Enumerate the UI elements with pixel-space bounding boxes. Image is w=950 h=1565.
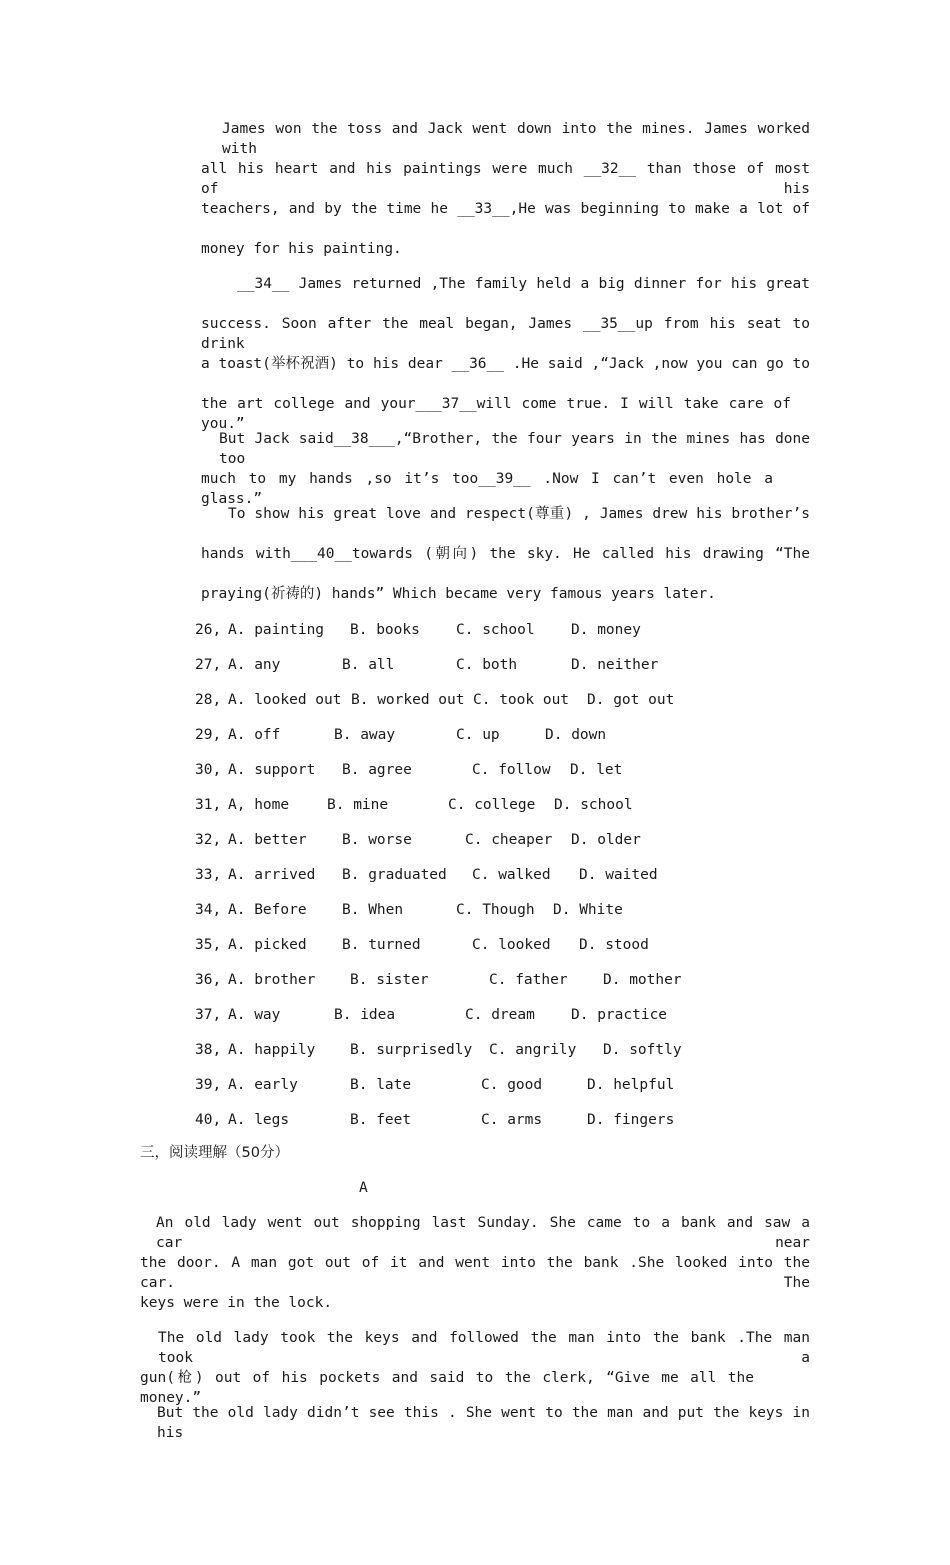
option-d: D. money [571, 622, 641, 638]
option-a: A. support [228, 762, 316, 778]
option-d: D. let [570, 762, 623, 778]
question-number: 28, [195, 692, 222, 708]
option-c: C. angrily [489, 1042, 577, 1058]
option-b: B. all [342, 657, 395, 673]
option-d: D. school [554, 797, 633, 813]
question-number: 31, [195, 797, 222, 813]
option-b: B. books [350, 622, 420, 638]
question-number: 37, [195, 1007, 222, 1023]
passage-line: To show his great love and respect(尊重) , James drew his brother’s [228, 506, 810, 522]
option-d: D. mother [603, 972, 682, 988]
option-c: C. good [481, 1077, 543, 1093]
option-c: C. up [456, 727, 500, 743]
option-a: A. happily [228, 1042, 316, 1058]
option-b: B. When [342, 902, 404, 918]
passage-line: keys were in the lock. [140, 1295, 333, 1311]
option-c: C. cheaper [465, 832, 553, 848]
option-a: A. brother [228, 972, 316, 988]
option-d: D. got out [587, 692, 675, 708]
option-b: B. worked out [351, 692, 465, 708]
option-d: D. helpful [587, 1077, 675, 1093]
passage-line: The old lady took the keys and followed the man into the bank .The man took a [158, 1330, 810, 1366]
option-c: C. college [448, 797, 536, 813]
passage-line: praying(祈祷的) hands” Which became very famous years later. [201, 586, 716, 602]
question-number: 36, [195, 972, 222, 988]
passage-line: __34__ James returned ,The family held a big dinner for his great [237, 276, 810, 292]
option-c: C. both [456, 657, 518, 673]
passage-line: money for his painting. [201, 241, 402, 257]
option-b: B. agree [342, 762, 412, 778]
question-number: 30, [195, 762, 222, 778]
option-d: D. stood [579, 937, 649, 953]
passage-line: teachers, and by the time he __33__,He was beginning to make a lot of [201, 201, 810, 217]
question-number: 38, [195, 1042, 222, 1058]
question-number: 29, [195, 727, 222, 743]
option-b: B. feet [350, 1112, 412, 1128]
option-a: A. off [228, 727, 281, 743]
option-b: B. idea [334, 1007, 396, 1023]
option-a: A, home [228, 797, 290, 813]
passage-line: But Jack said__38___,“Brother, the four years in the mines has done too [219, 431, 810, 467]
option-d: D. White [553, 902, 623, 918]
option-b: B. graduated [342, 867, 447, 883]
option-b: B. surprisedly [350, 1042, 473, 1058]
option-b: B. away [334, 727, 396, 743]
option-d: D. fingers [587, 1112, 675, 1128]
question-number: 40, [195, 1112, 222, 1128]
passage-line: But the old lady didn’t see this . She went to the man and put the keys in his [157, 1405, 810, 1441]
option-a: A. looked out [228, 692, 342, 708]
option-b: B. worse [342, 832, 412, 848]
option-c: C. walked [472, 867, 551, 883]
option-c: C. took out [473, 692, 570, 708]
option-c: C. looked [472, 937, 551, 953]
passage-title: A [359, 1180, 368, 1196]
option-a: A. better [228, 832, 307, 848]
option-d: D. older [571, 832, 641, 848]
option-c: C. Though [456, 902, 535, 918]
question-number: 33, [195, 867, 222, 883]
option-a: A. Before [228, 902, 307, 918]
option-b: B. turned [342, 937, 421, 953]
passage-line: hands with___40__towards (朝向) the sky. He called his drawing “The [201, 546, 810, 562]
passage-line: much to my hands ,so it’s too__39__ .Now I can’t even hole a glass.” [201, 471, 773, 507]
section-heading: 三，阅读理解（50分） [140, 1145, 289, 1161]
option-a: A. picked [228, 937, 307, 953]
option-c: C. dream [465, 1007, 535, 1023]
option-d: D. practice [571, 1007, 668, 1023]
option-a: A. legs [228, 1112, 290, 1128]
question-number: 27, [195, 657, 222, 673]
option-a: A. any [228, 657, 281, 673]
option-a: A. painting [228, 622, 325, 638]
option-b: B. mine [327, 797, 389, 813]
option-a: A. arrived [228, 867, 316, 883]
option-b: B. sister [350, 972, 429, 988]
option-c: C. arms [481, 1112, 543, 1128]
option-a: A. early [228, 1077, 298, 1093]
question-number: 26, [195, 622, 222, 638]
question-number: 35, [195, 937, 222, 953]
question-number: 34, [195, 902, 222, 918]
passage-line: An old lady went out shopping last Sunday. She came to a bank and saw a car near [156, 1215, 810, 1251]
option-d: D. down [545, 727, 607, 743]
question-number: 32, [195, 832, 222, 848]
question-number: 39, [195, 1077, 222, 1093]
passage-line: the door. A man got out of it and went into the bank .She looked into the car. The [140, 1255, 810, 1291]
option-d: D. softly [603, 1042, 682, 1058]
option-d: D. neither [571, 657, 659, 673]
passage-line: James won the toss and Jack went down into the mines. James worked with [222, 121, 810, 157]
option-b: B. late [350, 1077, 412, 1093]
passage-line: the art college and your___37__will come true. I will take care of you.” [201, 396, 791, 432]
passage-line: a toast(举杯祝酒) to his dear __36__ .He said ,“Jack ,now you can go to [201, 356, 810, 372]
option-d: D. waited [579, 867, 658, 883]
option-c: C. school [456, 622, 535, 638]
passage-line: all his heart and his paintings were much __32__ than those of most of his [201, 161, 810, 197]
option-a: A. way [228, 1007, 281, 1023]
passage-line: gun(枪) out of his pockets and said to the clerk, “Give me all the money.” [140, 1370, 754, 1406]
option-c: C. father [489, 972, 568, 988]
passage-line: success. Soon after the meal began, James __35__up from his seat to drink [201, 316, 810, 352]
option-c: C. follow [472, 762, 551, 778]
